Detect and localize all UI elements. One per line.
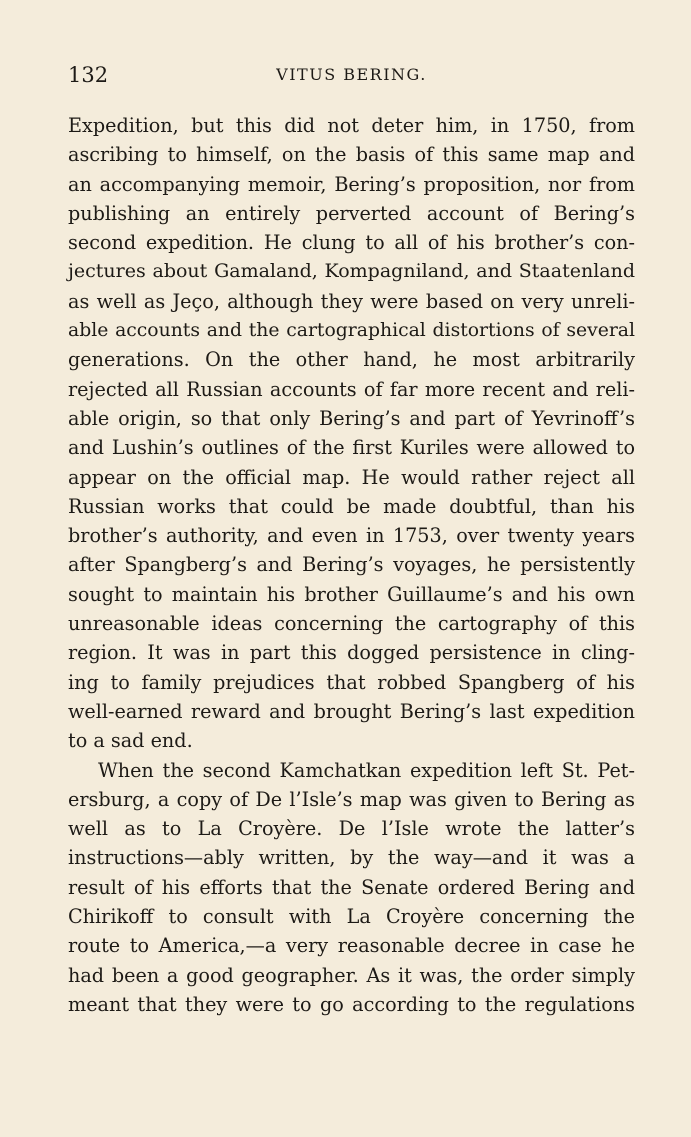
text-line: generations. On the other hand, he most arbitrarily [68, 348, 635, 372]
text-line: jectures about Gamaland, Kompagniland, and Staatenland [68, 260, 635, 283]
text-line: publishing an entirely perverted account of Bering’s [68, 201, 635, 225]
text-line: as well as Jeço, although they were based on very unreli- [68, 289, 635, 313]
text-line: meant that they were to go according to the regulations [68, 992, 635, 1016]
text-line: able origin, so that only Bering’s and part of Yevrinoff’s [68, 406, 635, 430]
page-header [68, 62, 635, 88]
text-line: sought to maintain his brother Guillaume’s and his own [68, 582, 635, 606]
text-line: brother’s authority, and even in 1753, over twenty years [68, 524, 635, 548]
text-line: appear on the official map. He would rather reject all [68, 465, 635, 489]
text-line: rejected all Russian accounts of far more recent and reli- [68, 377, 635, 401]
text-line: route to America,—a very reasonable decree in case he [68, 934, 635, 958]
text-line: well as to La Croyère. De l’Isle wrote the latter’s [68, 817, 635, 841]
text-line: an accompanying memoir, Bering’s proposition, nor from [68, 172, 635, 196]
text-line: When the second Kamchatkan expedition left St. Pet- [98, 758, 635, 782]
text-line: after Spangberg’s and Bering’s voyages, he persistently [68, 553, 635, 577]
text-line: and Lushin’s outlines of the first Kuriles were allowed to [68, 436, 635, 460]
body-text [68, 111, 635, 1019]
text-line: region. It was in part this dogged persistence in cling- [68, 641, 635, 665]
paragraph-1 [68, 111, 635, 756]
text-line: well-earned reward and brought Bering’s last expedition [68, 699, 635, 723]
text-line: Expedition, but this did not deter him, in 1750, from [68, 114, 635, 137]
page-number: 132 [68, 63, 109, 87]
text-line: result of his efforts that the Senate ordered Bering and [68, 875, 635, 899]
text-line: ascribing to himself, on the basis of this same map and [68, 143, 635, 167]
text-line: ersburg, a copy of De l’Isle’s map was given to Bering as [68, 787, 635, 811]
text-line: had been a good geographer. As it was, the order simply [68, 963, 635, 987]
text-line: second expedition. He clung to all of his brother’s con- [68, 231, 635, 255]
text-line: unreasonable ideas concerning the cartography of this [68, 612, 635, 636]
text-line: able accounts and the cartographical distortions of several [68, 320, 635, 342]
text-line: Russian works that could be made doubtful, than his [68, 494, 635, 518]
text-line: instructions—ably written, by the way—and it was a [68, 846, 635, 870]
text-line: ing to family prejudices that robbed Spangberg of his [68, 670, 635, 694]
text-line: to a sad end. [68, 729, 193, 753]
paragraph-2 [68, 756, 635, 1020]
running-title: VITUS BERING. [276, 65, 427, 84]
text-line: Chirikoff to consult with La Croyère concerning the [68, 905, 635, 929]
